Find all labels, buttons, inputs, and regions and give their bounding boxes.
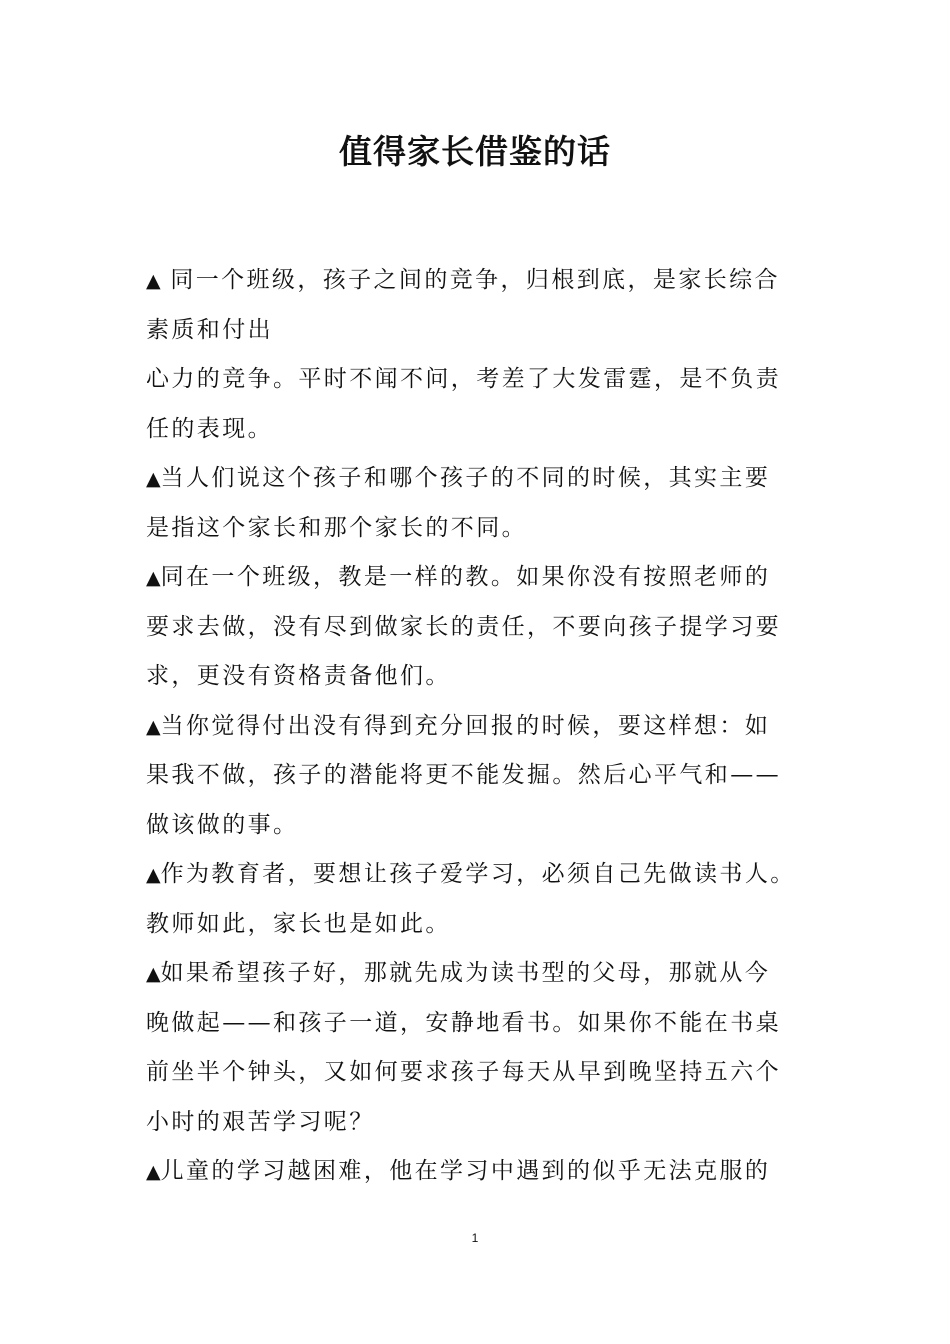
paragraph-line: ▲儿童的学习越困难，他在学习中遇到的似乎无法克服的 [146, 1158, 771, 1184]
paragraph-line: 前坐半个钟头，又如何要求孩子每天从早到晚坚持五六个 [146, 1059, 781, 1085]
paragraph-line: 果我不做，孩子的潜能将更不能发掘。然后心平气和—— [146, 762, 781, 788]
paragraph-line: 教师如此，家长也是如此。 [146, 910, 451, 937]
document-body [146, 256, 814, 1197]
triangle-bullet-icon: ▲ [146, 864, 161, 886]
paragraph-2 [146, 454, 814, 553]
document-title: 值得家长借鉴的话 [339, 132, 611, 171]
paragraph-line: 心力的竞争。平时不闻不问，考差了大发雷霆，是不负责 [146, 366, 781, 392]
triangle-bullet-icon: ▲ [146, 963, 161, 985]
paragraph-6 [146, 949, 814, 1147]
paragraph-7 [146, 1147, 814, 1197]
triangle-bullet-icon: ▲ [146, 1161, 161, 1183]
paragraph-line: ▲当人们说这个孩子和哪个孩子的不同的时候，其实主要 [146, 465, 771, 491]
paragraph-4 [146, 702, 814, 851]
paragraph-line: 任的表现。 [146, 415, 273, 442]
paragraph-line: 素质和付出 [146, 316, 273, 343]
triangle-bullet-icon: ▲ [146, 715, 161, 738]
paragraph-1 [146, 256, 814, 454]
paragraph-line: ▲作为教育者，要想让孩子爱学习，必须自己先做读书人。 [146, 861, 796, 887]
paragraph-line: 求，更没有资格责备他们。 [146, 663, 451, 689]
paragraph-line: ▲如果希望孩子好，那就先成为读书型的父母，那就从今 [146, 960, 771, 986]
paragraph-line: 要求去做，没有尽到做家长的责任，不要向孩子提学习要 [146, 613, 781, 640]
paragraph-line: 是指这个家长和那个家长的不同。 [146, 514, 527, 541]
paragraph-line: ▲同在一个班级，教是一样的教。如果你没有按照老师的 [146, 564, 771, 590]
triangle-bullet-icon: ▲ [146, 270, 161, 292]
triangle-bullet-icon: ▲ [146, 567, 161, 589]
paragraph-line: ▲ 同一个班级，孩子之间的竞争，归根到底，是家长综合 [146, 267, 780, 293]
paragraph-line: 小时的艰苦学习呢？ [146, 1108, 375, 1135]
paragraph-line: 晚做起——和孩子一道，安静地看书。如果你不能在书桌 [146, 1009, 781, 1036]
paragraph-5 [146, 850, 814, 949]
paragraph-line: 做该做的事。 [146, 811, 299, 838]
paragraph-3 [146, 553, 814, 702]
paragraph-line: ▲当你觉得付出没有得到充分回报的时候，要这样想：如 [146, 712, 771, 739]
page-number: 1 [471, 1231, 479, 1245]
triangle-bullet-icon: ▲ [146, 468, 161, 490]
